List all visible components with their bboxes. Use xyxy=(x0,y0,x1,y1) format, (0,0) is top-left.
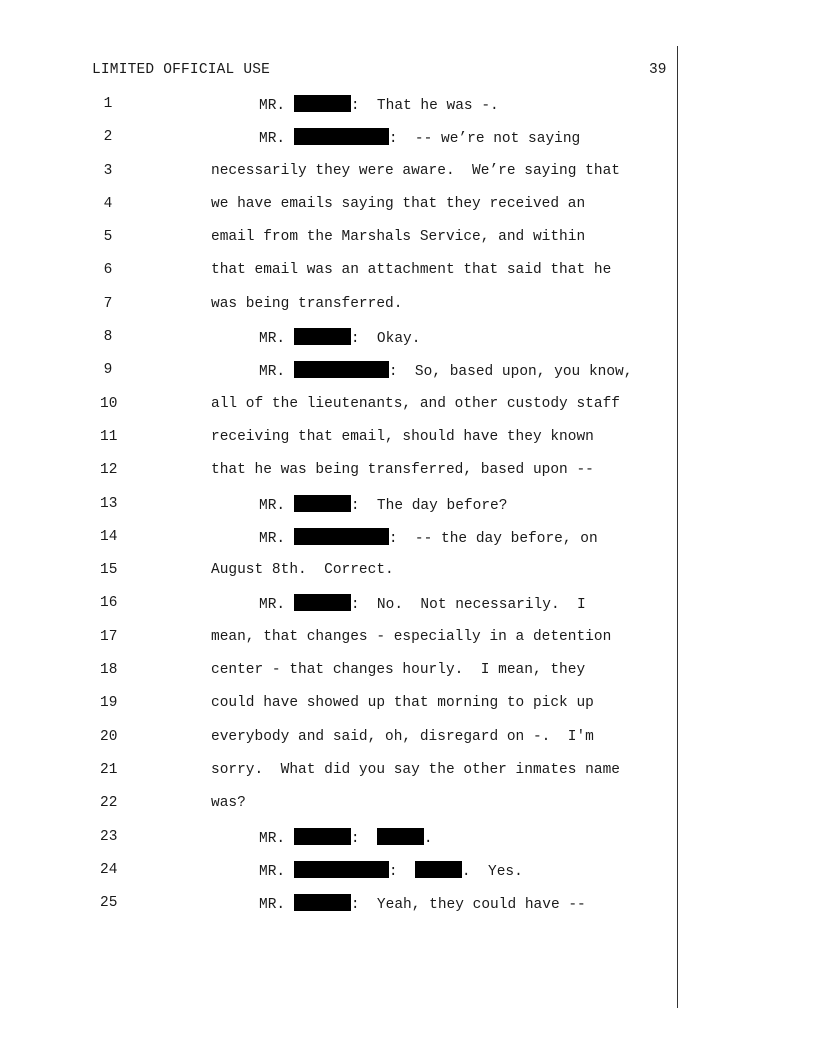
continuation-text: was being transferred. xyxy=(211,295,403,312)
line-number: 23 xyxy=(100,828,118,845)
continuation-text: mean, that changes - especially in a detention xyxy=(211,628,612,645)
line-number: 6 xyxy=(103,262,113,279)
continuation-text: necessarily they were aware. We’re saying that xyxy=(211,162,620,179)
transcript-line xyxy=(0,661,816,694)
redaction-box xyxy=(294,861,389,878)
transcript-line xyxy=(0,95,816,128)
spoken-text: : Yeah, they could have -- xyxy=(350,897,586,914)
redaction-box xyxy=(294,328,351,345)
speaker-title: MR. xyxy=(259,131,294,148)
transcript-line xyxy=(0,894,816,927)
spoken-text: : -- we’re not saying xyxy=(388,131,581,148)
speaker-title: MR. xyxy=(259,897,294,914)
speaker-line xyxy=(259,361,632,381)
line-number: 8 xyxy=(103,329,113,346)
speaker-title: MR. xyxy=(259,530,294,547)
speaker-title: MR. xyxy=(259,597,294,614)
redaction-box xyxy=(415,861,462,878)
redaction-box xyxy=(294,594,351,611)
line-number: 19 xyxy=(100,695,118,712)
line-number: 4 xyxy=(103,195,113,212)
spoken-text: : No. Not necessarily. I xyxy=(350,597,586,614)
transcript-line xyxy=(0,195,816,228)
speaker-line xyxy=(259,861,523,881)
spoken-text: . Yes. xyxy=(461,863,523,880)
speaker-line xyxy=(259,528,598,548)
continuation-text: was? xyxy=(211,795,246,812)
speaker-line xyxy=(259,128,580,148)
line-number: 21 xyxy=(100,761,118,778)
spoken-text: : That he was -. xyxy=(350,98,499,114)
line-number: 20 xyxy=(100,728,118,745)
spoken-text: : xyxy=(388,863,415,880)
transcript-line xyxy=(0,828,816,861)
transcript-line xyxy=(0,428,816,461)
transcript-line xyxy=(0,761,816,794)
continuation-text: that he was being transferred, based upon -- xyxy=(211,462,594,479)
line-number: 17 xyxy=(100,628,118,645)
spoken-text: : xyxy=(350,830,377,847)
transcript-line xyxy=(0,328,816,361)
continuation-text: we have emails saying that they received an xyxy=(211,195,586,212)
line-number: 11 xyxy=(100,428,118,445)
continuation-text: August 8th. Correct. xyxy=(211,562,394,579)
transcript-line xyxy=(0,295,816,328)
speaker-title: MR. xyxy=(259,863,294,880)
speaker-line xyxy=(259,328,420,348)
transcript-line xyxy=(0,594,816,627)
line-number: 25 xyxy=(100,895,118,912)
continuation-text: all of the lieutenants, and other custody staff xyxy=(211,395,620,412)
redaction-box xyxy=(294,828,351,845)
spoken-text: : So, based upon, you know, xyxy=(388,364,633,381)
line-number: 7 xyxy=(103,295,113,312)
line-number: 2 xyxy=(103,129,113,146)
line-number: 15 xyxy=(100,562,118,579)
redaction-box xyxy=(294,495,351,512)
transcript-line xyxy=(0,228,816,261)
speaker-title: MR. xyxy=(259,331,294,348)
continuation-text: that email was an attachment that said that he xyxy=(211,262,612,279)
redaction-box xyxy=(294,95,351,112)
continuation-text: receiving that email, should have they known xyxy=(211,428,594,445)
transcript-line xyxy=(0,162,816,195)
line-number: 10 xyxy=(100,395,118,412)
transcript-line xyxy=(0,561,816,594)
continuation-text: sorry. What did you say the other inmates name xyxy=(211,761,620,778)
transcript-line xyxy=(0,361,816,394)
line-number: 3 xyxy=(103,162,113,179)
line-number: 18 xyxy=(100,662,118,679)
transcript-line xyxy=(0,461,816,494)
redaction-box xyxy=(294,894,351,911)
transcript-line xyxy=(0,128,816,161)
spoken-text: : The day before? xyxy=(350,497,508,514)
speaker-title: MR. xyxy=(259,497,294,514)
speaker-line xyxy=(259,95,499,115)
line-number: 13 xyxy=(100,495,118,512)
line-number: 16 xyxy=(100,595,118,612)
redaction-box xyxy=(294,128,389,145)
line-number: 1 xyxy=(103,96,113,112)
speaker-line xyxy=(259,594,586,614)
spoken-text: : Okay. xyxy=(350,331,421,348)
speaker-line xyxy=(259,894,586,914)
continuation-text: could have showed up that morning to pick up xyxy=(211,695,594,712)
transcript-line xyxy=(0,261,816,294)
line-number: 9 xyxy=(103,362,113,379)
redaction-box xyxy=(294,361,389,378)
continuation-text: email from the Marshals Service, and within xyxy=(211,229,586,246)
classification-header: LIMITED OFFICIAL USE xyxy=(92,62,271,78)
speaker-title: MR. xyxy=(259,364,294,381)
transcript-lines xyxy=(0,95,816,927)
transcript-line xyxy=(0,528,816,561)
speaker-title: MR. xyxy=(259,98,294,114)
line-number: 14 xyxy=(100,528,118,545)
transcript-line xyxy=(0,395,816,428)
transcript-line xyxy=(0,694,816,727)
line-number: 22 xyxy=(100,795,118,812)
transcript-line xyxy=(0,861,816,894)
line-number: 12 xyxy=(100,462,118,479)
transcript-line xyxy=(0,728,816,761)
speaker-title: MR. xyxy=(259,830,294,847)
continuation-text: center - that changes hourly. I mean, they xyxy=(211,662,586,679)
line-number: 5 xyxy=(103,229,113,246)
redaction-box xyxy=(377,828,424,845)
redaction-box xyxy=(294,528,389,545)
continuation-text: everybody and said, oh, disregard on -. I'm xyxy=(211,728,594,745)
speaker-line xyxy=(259,495,507,515)
transcript-line xyxy=(0,495,816,528)
line-number: 24 xyxy=(100,861,118,878)
speaker-line xyxy=(259,828,433,848)
transcript-line xyxy=(0,794,816,827)
transcript-line xyxy=(0,628,816,661)
page-number: 39 xyxy=(649,62,667,78)
spoken-text: : -- the day before, on xyxy=(388,530,598,547)
spoken-text: . xyxy=(423,830,433,847)
